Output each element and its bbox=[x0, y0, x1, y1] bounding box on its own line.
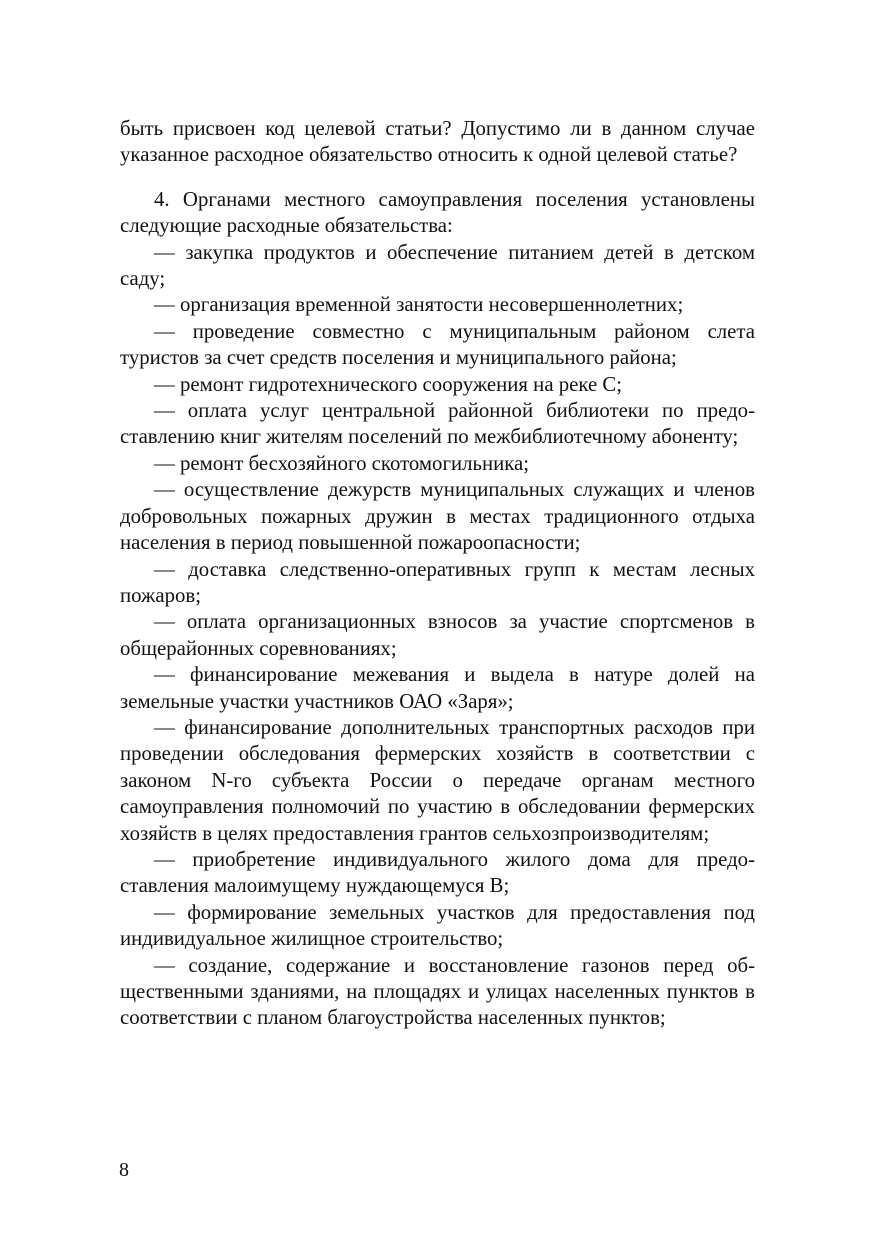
list-item: — оплата организационных взносов за участие спортсменов в общерайонных соревнованиях; bbox=[120, 610, 755, 660]
list-item: — ремонт гидротехнического сооружения на реке С; bbox=[154, 372, 623, 396]
list-item: — осуществление дежурств муниципальных служащих и членов добровольных пожарных дружин в местах традиционного отдыха населения в период повышенной пожароопасности; bbox=[120, 478, 755, 555]
list-item: — приобретение индивидуального жилого дома для предоставления малоимущему нуждающемуся В; bbox=[120, 847, 755, 898]
list-item: — проведение совместно с муниципальным районом слета туристов за счет средств поселения и муниципального района; bbox=[120, 319, 755, 370]
list-item: — финансирование межевания и выдела в натуре долей на земельные участки участников ОАО «Заря»; bbox=[120, 663, 755, 713]
list-item: — создание, содержание и восстановление газонов перед общественными зданиями, на площадях и улицах населенных пунктов в соответствии с планом благоустройства населенных пунктов; bbox=[120, 953, 755, 1030]
list-item: — ремонт бесхозяйного скотомогильника; bbox=[154, 451, 530, 475]
intro-paragraph: быть присвоен код целевой статьи? Допустимо ли в данном случае указанное расходное обязательство относить к одной целевой статье? bbox=[120, 117, 755, 167]
task-4-heading: 4. Органами местного самоуправления поселения установлены следующие расходные обязательства: bbox=[120, 187, 755, 238]
list-item: — финансирование дополнительных транспортных расходов при проведении обследования фермерских хозяйств в соответствии с законом N-го субъекта России о передаче органам местного самоуправления полномочий по участию в обследовании фермерских хозяйств в целях предоставления грантов сельхозпроизводителям; bbox=[120, 715, 755, 845]
list-item: — организация временной занятости несовершеннолетних; bbox=[154, 293, 684, 317]
list-item: — формирование земельных участков для предоставления под индивидуальное жилищное строительство; bbox=[120, 900, 755, 951]
list-item: — оплата услуг центральной районной библиотеки по предоставлению книг жителям поселений по межбиблиотечному абоненту; bbox=[120, 399, 755, 449]
list-item: — закупка продуктов и обеспечение питанием детей в детском саду; bbox=[120, 240, 755, 291]
page-number: 8 bbox=[119, 1159, 129, 1181]
list-item: — доставка следственно-оперативных групп к местам лесных пожаров; bbox=[120, 557, 755, 607]
page-body bbox=[120, 116, 755, 1032]
